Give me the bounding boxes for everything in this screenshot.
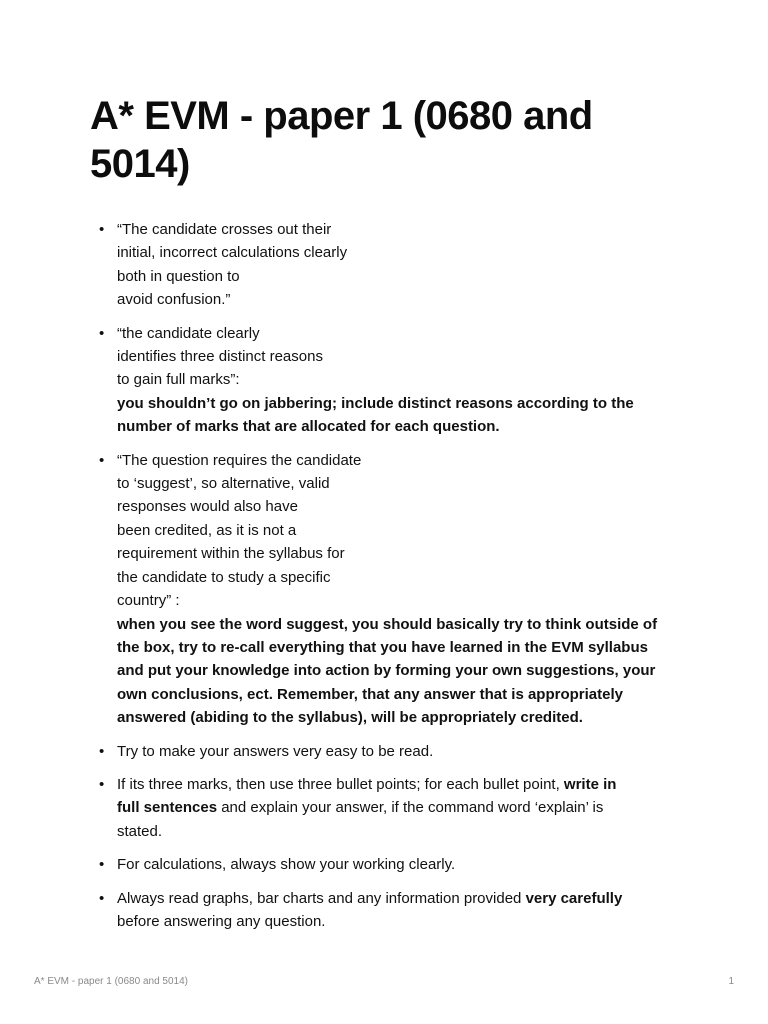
page-title: A* EVM - paper 1 (0680 and 5014) [90, 94, 593, 186]
list-item-emphasis-line: and put your knowledge into action by forming your own suggestions, your [117, 662, 656, 680]
list-item [99, 887, 677, 934]
bullet-list [99, 218, 677, 943]
list-item-line: been credited, as it is not a [117, 521, 297, 539]
list-item-line: the candidate to study a specific [117, 568, 331, 586]
list-item-line: “The candidate crosses out their [117, 221, 332, 238]
bullet-icon: • [99, 775, 105, 793]
list-item-line: “the candidate clearly [117, 324, 260, 342]
list-item-text: If its three marks, then use three bullet points; for each bullet point, [117, 775, 564, 793]
list-item-line: For calculations, always show your working clearly. [117, 856, 456, 874]
bullet-icon: • [99, 742, 105, 760]
list-item [99, 449, 677, 730]
list-item-emphasis-line: number of marks that are allocated for each question. [117, 418, 500, 436]
list-item-line: both in question to [117, 267, 240, 285]
list-item [99, 853, 677, 876]
footer-page-number: 1 [728, 976, 734, 987]
list-item-line: stated. [117, 822, 163, 840]
list-item [99, 218, 677, 312]
list-item-emphasis: very carefully [525, 889, 623, 907]
bullet-icon: • [99, 889, 105, 907]
list-item-line: responses would also have [117, 498, 298, 516]
list-item-emphasis-line: own conclusions, ect. Remember, that any answer that is appropriately [117, 685, 623, 703]
list-item [99, 740, 677, 763]
list-item-emphasis: write in [563, 775, 617, 793]
list-item-emphasis-line: you shouldn’t go on jabbering; include distinct reasons according to the [117, 394, 634, 412]
list-item-text: and explain your answer, if the command word ‘explain’ is [217, 799, 604, 817]
list-item [99, 322, 677, 439]
list-item-line: “The question requires the candidate [117, 451, 362, 469]
list-item-line [117, 796, 677, 819]
list-item-emphasis-line: the box, try to re-call everything that you have learned in the EVM syllabus [117, 638, 648, 656]
bullet-icon: • [99, 451, 105, 469]
list-item-line: before answering any question. [117, 912, 326, 930]
list-item-line [117, 887, 677, 910]
list-item-line: to gain full marks”: [117, 371, 240, 389]
list-item-line: initial, incorrect calculations clearly [117, 244, 348, 262]
list-item-line: country” : [117, 592, 180, 610]
list-item-line: avoid confusion.” [117, 291, 231, 309]
list-item-emphasis: full sentences [117, 799, 218, 817]
list-item-line: identifies three distinct reasons [117, 348, 323, 366]
list-item-line: to ‘suggest’, so alternative, valid [117, 475, 330, 493]
list-item [99, 773, 677, 843]
bullet-icon: • [99, 856, 105, 874]
bullet-icon: • [99, 324, 105, 342]
list-item-emphasis-line: when you see the word suggest, you should basically try to think outside of [117, 615, 658, 633]
list-item-line [117, 773, 677, 796]
footer-doc-title: A* EVM - paper 1 (0680 and 5014) [34, 976, 188, 987]
list-item-line: Try to make your answers very easy to be read. [117, 742, 434, 760]
bullet-icon: • [99, 221, 105, 238]
list-item-emphasis-line: answered (abiding to the syllabus), will be appropriately credited. [117, 709, 583, 727]
list-item-line: requirement within the syllabus for [117, 545, 345, 563]
list-item-text: Always read graphs, bar charts and any information provided [117, 889, 526, 907]
